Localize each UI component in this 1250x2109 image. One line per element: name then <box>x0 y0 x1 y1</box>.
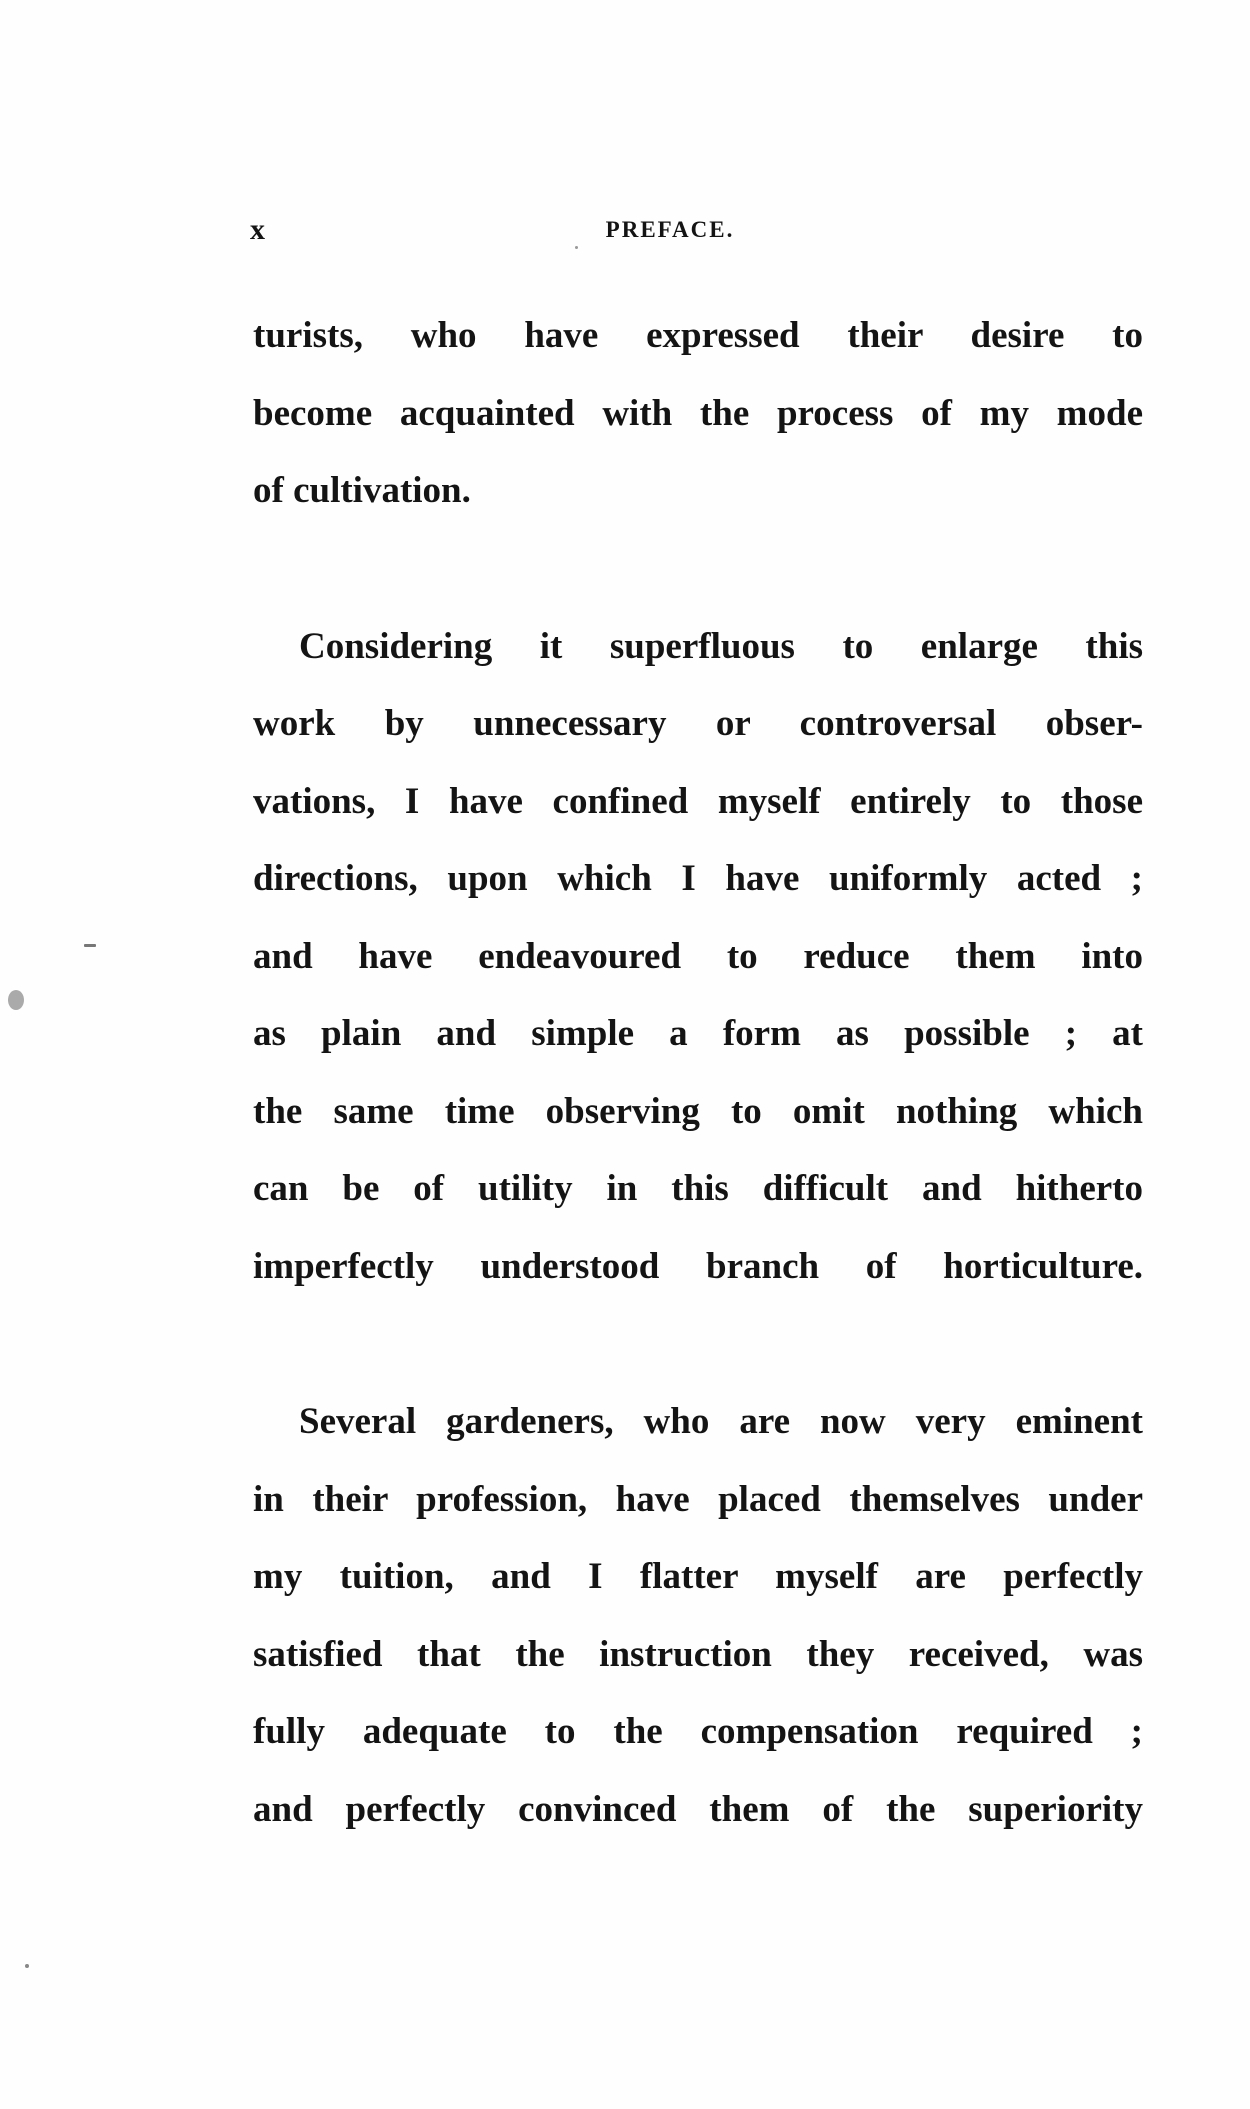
text-line: can be of utility in this difficult and hitherto <box>253 1168 1143 1209</box>
text-line: as plain and simple a form as possible ; at <box>253 1013 1143 1054</box>
text-line: turists, who have expressed their desire to <box>253 315 1143 356</box>
text-line: vations, I have confined myself entirely to those <box>253 780 1143 822</box>
scan-speck <box>84 944 96 947</box>
text-line: in their profession, have placed themselves under <box>253 1478 1143 1520</box>
text-line: work by unnecessary or controversal obser- <box>253 703 1143 744</box>
text-line: satisfied that the instruction they received, was <box>253 1633 1143 1675</box>
text-line: the same time observing to omit nothing which <box>253 1090 1143 1132</box>
text-line: Considering it superfluous to enlarge this <box>299 625 1143 667</box>
scan-speck <box>575 246 578 249</box>
paragraph-1 <box>253 297 1143 530</box>
text-line: fully adequate to the compensation required ; <box>253 1711 1143 1752</box>
text-line: Several gardeners, who are now very eminent <box>299 1401 1143 1442</box>
text-line: imperfectly understood branch of horticulture. <box>253 1245 1143 1287</box>
running-head <box>250 213 1145 253</box>
text-line: of cultivation. <box>253 470 471 511</box>
text-line: directions, upon which I have uniformly acted ; <box>253 858 1143 899</box>
paragraph-spacer <box>253 530 1143 608</box>
text-line: my tuition, and I flatter myself are perfectly <box>253 1556 1143 1597</box>
paragraph-2 <box>253 608 1143 1306</box>
paragraph-spacer <box>253 1305 1143 1383</box>
running-title: PREFACE. <box>605 217 735 242</box>
text-line: and perfectly convinced them of the superiority <box>253 1788 1143 1830</box>
body-text <box>253 297 1143 1848</box>
text-line: become acquainted with the process of my mode <box>253 392 1143 434</box>
scan-speck <box>8 990 24 1010</box>
scan-speck <box>25 1964 29 1968</box>
paragraph-3 <box>253 1383 1143 1848</box>
text-line: and have endeavoured to reduce them into <box>253 935 1143 977</box>
page-number: x <box>250 213 266 246</box>
